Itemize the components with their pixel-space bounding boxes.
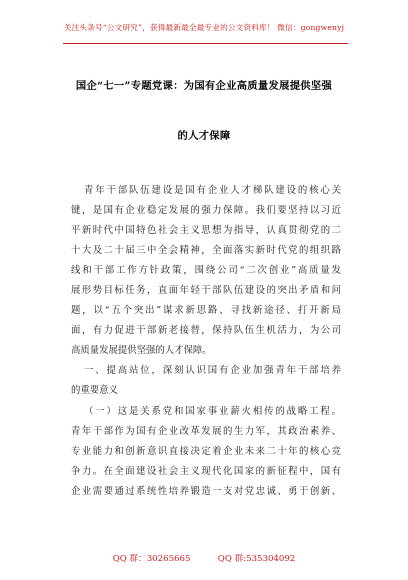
body-paragraph-1-line-6: 展形势目标任务，直面年轻干部队伍建设的突出矛盾和问 — [71, 285, 341, 296]
footer-qq-group-1: QQ 群：30265665 — [112, 554, 191, 564]
section-heading-line-2: 的重要意义 — [71, 385, 118, 396]
body-paragraph-1-line-5: 线和干部工作方针政策，围绕公司“二次创业”高质量发 — [71, 265, 341, 276]
header-banner: 关注头条号“公文研究”，获得最新最全最专业的公文资料库！ 微信：gongwenyj — [63, 23, 345, 32]
body-paragraph-1-line-4: 十大及二十届三中全会精神，全面落实新时代党的组织路 — [71, 245, 341, 256]
subsection-heading: （一）这是关系党和国家事业薪火相传的战略工程。 — [84, 406, 341, 417]
body-paragraph-1-line-3: 平新时代中国特色社会主义思想为指导，认真贯彻党的二 — [71, 225, 341, 236]
body-paragraph-1-line-1: 青年干部队伍建设是国有企业人才梯队建设的核心关 — [84, 185, 341, 196]
body-paragraph-1-line-2: 键，是国有企业稳定发展的强力保障。我们要坚持以习近 — [71, 205, 341, 216]
footer-qq-group-2: QQ 群:535304092 — [217, 554, 296, 564]
document-title-line-1: 国企“七一”专题党课：为国有企业高质量发展提供坚强 — [75, 80, 333, 92]
body-paragraph-1-line-7: 题，以“五个突出”谋求新思路、寻找新途径、打开新局 — [71, 305, 341, 316]
section-heading-line-1: 一、提高站位，深刻认识国有企业加强青年干部培养 — [84, 365, 341, 376]
body-paragraph-2-line-1: 青年干部作为国有企业改革发展的生力军，其政治素养、 — [71, 426, 341, 437]
document-title-line-2: 的人才保障 — [177, 130, 231, 142]
footer-contact — [0, 552, 408, 564]
body-paragraph-2-line-2: 专业能力和创新意识直接决定着企业未来二十年的核心竞 — [71, 446, 341, 457]
body-paragraph-1-line-8: 面，有力促进干部新老接替，保持队伍生机活力，为公司 — [71, 325, 341, 336]
header-divider — [63, 43, 348, 44]
body-paragraph-1-line-9: 高质量发展提供坚强的人才保障。 — [71, 345, 212, 356]
body-paragraph-2-line-4: 企业需要通过系统性培养锻造一支对党忠诚、勇于创新、 — [71, 486, 341, 497]
body-paragraph-2-line-3: 争力。在全面建设社会主义现代化国家的新征程中，国有 — [71, 466, 341, 477]
